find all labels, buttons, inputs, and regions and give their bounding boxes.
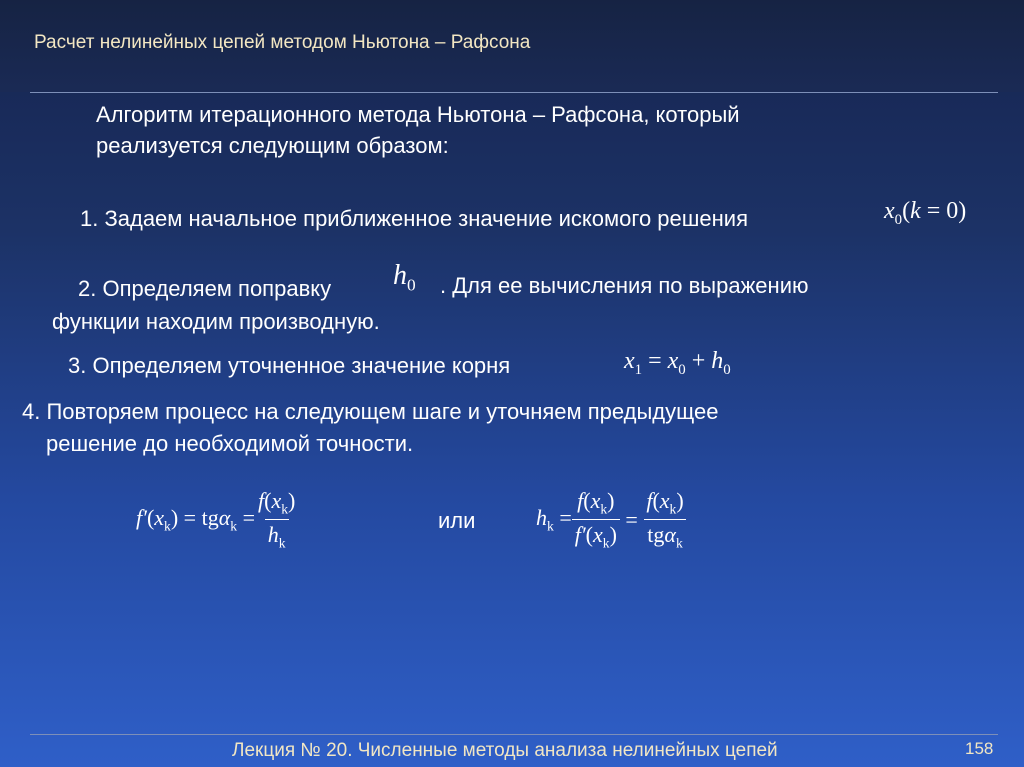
formula-derivative: $f'(x_k) = tg\alpha_k$ = $\frac{f(x_k)}{h_k}$ — [136, 488, 298, 552]
step-4-text-a: 4. Повторяем процесс на следующем шаге и уточняем предыдущее — [22, 399, 719, 424]
fraction-f-over-tg: $\frac{f(x_k)}{tg\alpha_k}$ — [643, 488, 686, 552]
formula-h0: $h_0$ — [393, 260, 416, 295]
step-1-text: 1. Задаем начальное приближенное значение искомого решения — [80, 206, 748, 231]
fraction-f-over-fprime: $\frac{f(x_k)}{f'(x_k)}$ — [572, 488, 620, 552]
page-number: 158 — [965, 739, 994, 758]
header-divider — [30, 92, 998, 93]
intro-line-2: реализуется следующим образом: — [96, 133, 449, 158]
step-3-text: 3. Определяем уточненное значение корня — [68, 353, 511, 378]
formula-refined-root: $x_1 = x_0 + h_0$ — [624, 348, 731, 378]
formula-initial-value: $x_0(k = 0)$ — [884, 198, 967, 228]
intro-line-1: Алгоритм итерационного метода Ньютона – Рафсона, который — [96, 102, 740, 127]
footer-divider — [30, 734, 998, 735]
step-2-text-b: . Для ее вычисления по выражению — [440, 273, 809, 298]
formula-correction: $h_k$ = $\frac{f(x_k)}{f'(x_k)}$ = $\frac{f(x_k)}{tg\alpha_k}$ — [536, 488, 687, 552]
footer-lecture-title: Лекция № 20. Численные методы анализа нелинейных цепей — [232, 740, 778, 761]
or-label: или — [438, 508, 476, 533]
slide-title: Расчет нелинейных цепей методом Ньютона – Рафсона — [34, 32, 531, 53]
step-2-text-c: функции находим производную. — [52, 309, 380, 334]
step-4-text-b: решение до необходимой точности. — [46, 431, 414, 456]
step-2-text-a: 2. Определяем поправку — [78, 276, 332, 301]
fraction-f-over-h: $\frac{f(x_k)}{h_k}$ — [258, 488, 296, 551]
